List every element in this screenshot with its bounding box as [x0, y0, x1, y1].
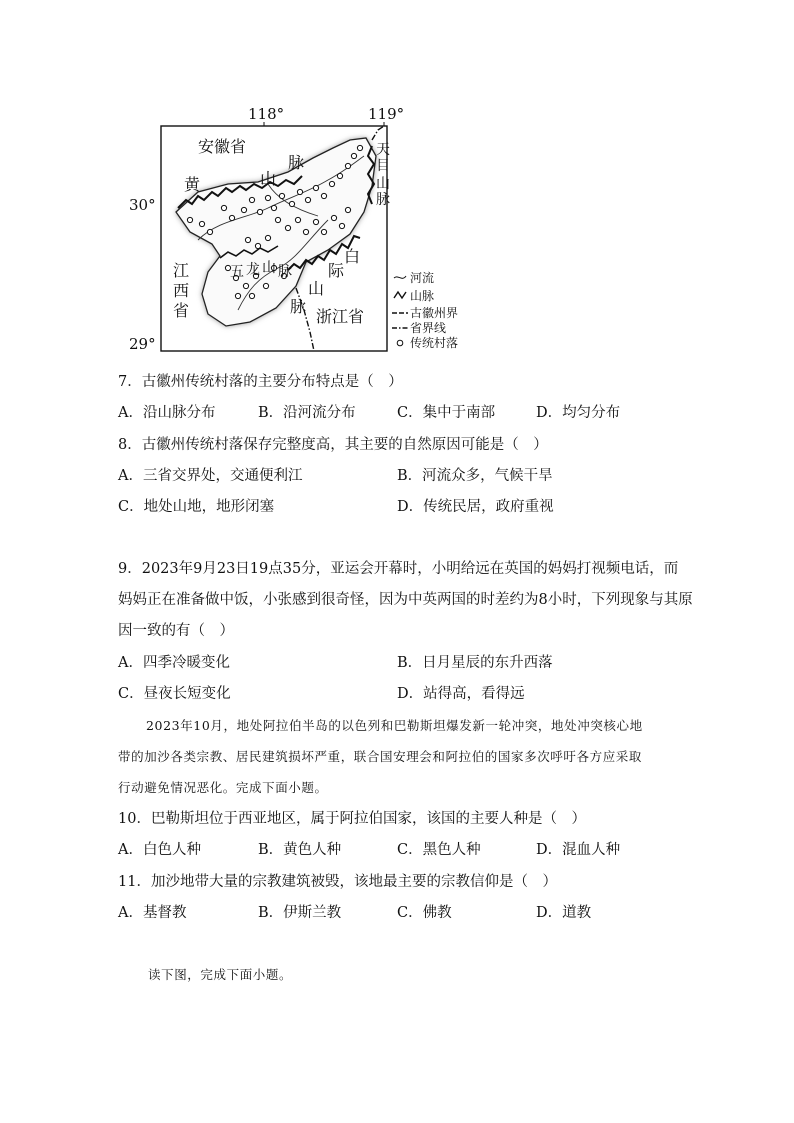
q7-stem: 7．古徽州传统村落的主要分布特点是（ ）: [118, 374, 403, 390]
q8-option-b: B．河流众多，气候干旱: [397, 468, 553, 484]
q9-option-c: C．昼夜长短变化: [118, 686, 231, 702]
label-baiji-3: 山: [308, 279, 325, 298]
q7-option-d: D．均匀分布: [536, 405, 621, 421]
label-baiji-2: 际: [328, 261, 345, 280]
label-wulong-2: 龙: [246, 262, 260, 278]
lat-label-29: 29°: [129, 335, 156, 353]
q9-option-d: D．站得高，看得远: [397, 686, 525, 702]
legend-river: 河流: [410, 271, 435, 285]
q11-option-a: A．基督教: [118, 905, 187, 921]
label-wulong-3: 山: [262, 260, 276, 276]
passage-line-2: 带的加沙各类宗教、居民建筑损坏严重，联合国安理会和阿拉伯的国家多次呼吁各方应采取: [118, 749, 643, 764]
legend-village: 传统村落: [410, 336, 459, 350]
q8-option-d: D．传统民居，政府重视: [397, 499, 554, 515]
passage-line-3: 行动避免情况恶化。完成下面小题。: [118, 780, 328, 795]
q7-option-a: A．沿山脉分布: [118, 405, 216, 421]
label-tianmu-3: 山: [376, 176, 390, 192]
q10-option-c: C．黑色人种: [397, 842, 481, 858]
lon-label-119: 119°: [368, 105, 405, 123]
huizhou-map-figure: [128, 100, 468, 360]
label-baiji-4: 脉: [290, 297, 307, 316]
q10-option-b: B．黄色人种: [258, 842, 342, 858]
label-mai-top: 脉: [288, 153, 305, 172]
label-wulong-4: 脉: [278, 264, 292, 280]
q8-option-c: C．地处山地，地形闭塞: [118, 499, 275, 515]
label-jiangxi-3: 省: [173, 301, 190, 320]
label-tianmu-1: 天: [376, 142, 390, 158]
label-huang: 黄: [184, 175, 201, 194]
lon-label-118: 118°: [248, 105, 285, 123]
q11-option-b: B．伊斯兰教: [258, 905, 342, 921]
map-legend: [392, 270, 458, 350]
q9-stem-line-2: 妈妈正在准备做中饭，小张感到很奇怪，因为中英两国的时差约为8小时，下列现象与其原: [118, 592, 693, 608]
legend-mountain: 山脉: [410, 289, 435, 303]
legend-huizhou-border: 古徽州界: [410, 306, 459, 320]
q9-option-a: A．四季冷暖变化: [118, 655, 230, 671]
q7-option-c: C．集中于南部: [397, 405, 496, 421]
label-wulong-1: 五: [230, 264, 244, 280]
q9-stem-line-1: 9．2023年9月23日19点35分，亚运会开幕时，小明给远在英国的妈妈打视频电话，而: [118, 561, 679, 577]
q9-stem-line-3: 因一致的有（ ）: [118, 623, 234, 639]
label-huang-shan: 山: [260, 169, 277, 188]
q11-option-d: D．道教: [536, 905, 592, 921]
q8-option-a: A．三省交界处，交通便利江: [118, 468, 303, 484]
q9-option-b: B．日月星辰的东升西落: [397, 655, 553, 671]
huizhou-map: [128, 100, 468, 360]
label-tianmu-4: 脉: [376, 192, 390, 208]
label-baiji-1: 白: [344, 247, 361, 266]
next-section-intro: 读下图，完成下面小题。: [148, 967, 293, 982]
q10-option-a: A．白色人种: [118, 842, 201, 858]
lat-label-30: 30°: [129, 196, 156, 214]
q11-stem: 11．加沙地带大量的宗教建筑被毁，该地最主要的宗教信仰是（ ）: [118, 874, 557, 890]
passage-line-1: 2023年10月，地处阿拉伯半岛的以色列和巴勒斯坦爆发新一轮冲突，地处冲突核心地: [146, 718, 643, 733]
label-anhui: 安徽省: [198, 137, 247, 156]
label-jiangxi-1: 江: [173, 261, 190, 280]
q10-stem: 10．巴勒斯坦位于西亚地区，属于阿拉伯国家，该国的主要人种是（ ）: [118, 811, 586, 827]
label-tianmu-2: 目: [376, 158, 390, 174]
q10-option-d: D．混血人种: [536, 842, 621, 858]
q7-option-b: B．沿河流分布: [258, 405, 356, 421]
q8-stem: 8．古徽州传统村落保存完整度高，其主要的自然原因可能是（ ）: [118, 437, 548, 453]
label-jiangxi-2: 西: [173, 281, 190, 300]
label-zhejiang: 浙江省: [316, 307, 365, 326]
q11-option-c: C．佛教: [397, 905, 452, 921]
legend-province-line: 省界线: [410, 321, 447, 335]
